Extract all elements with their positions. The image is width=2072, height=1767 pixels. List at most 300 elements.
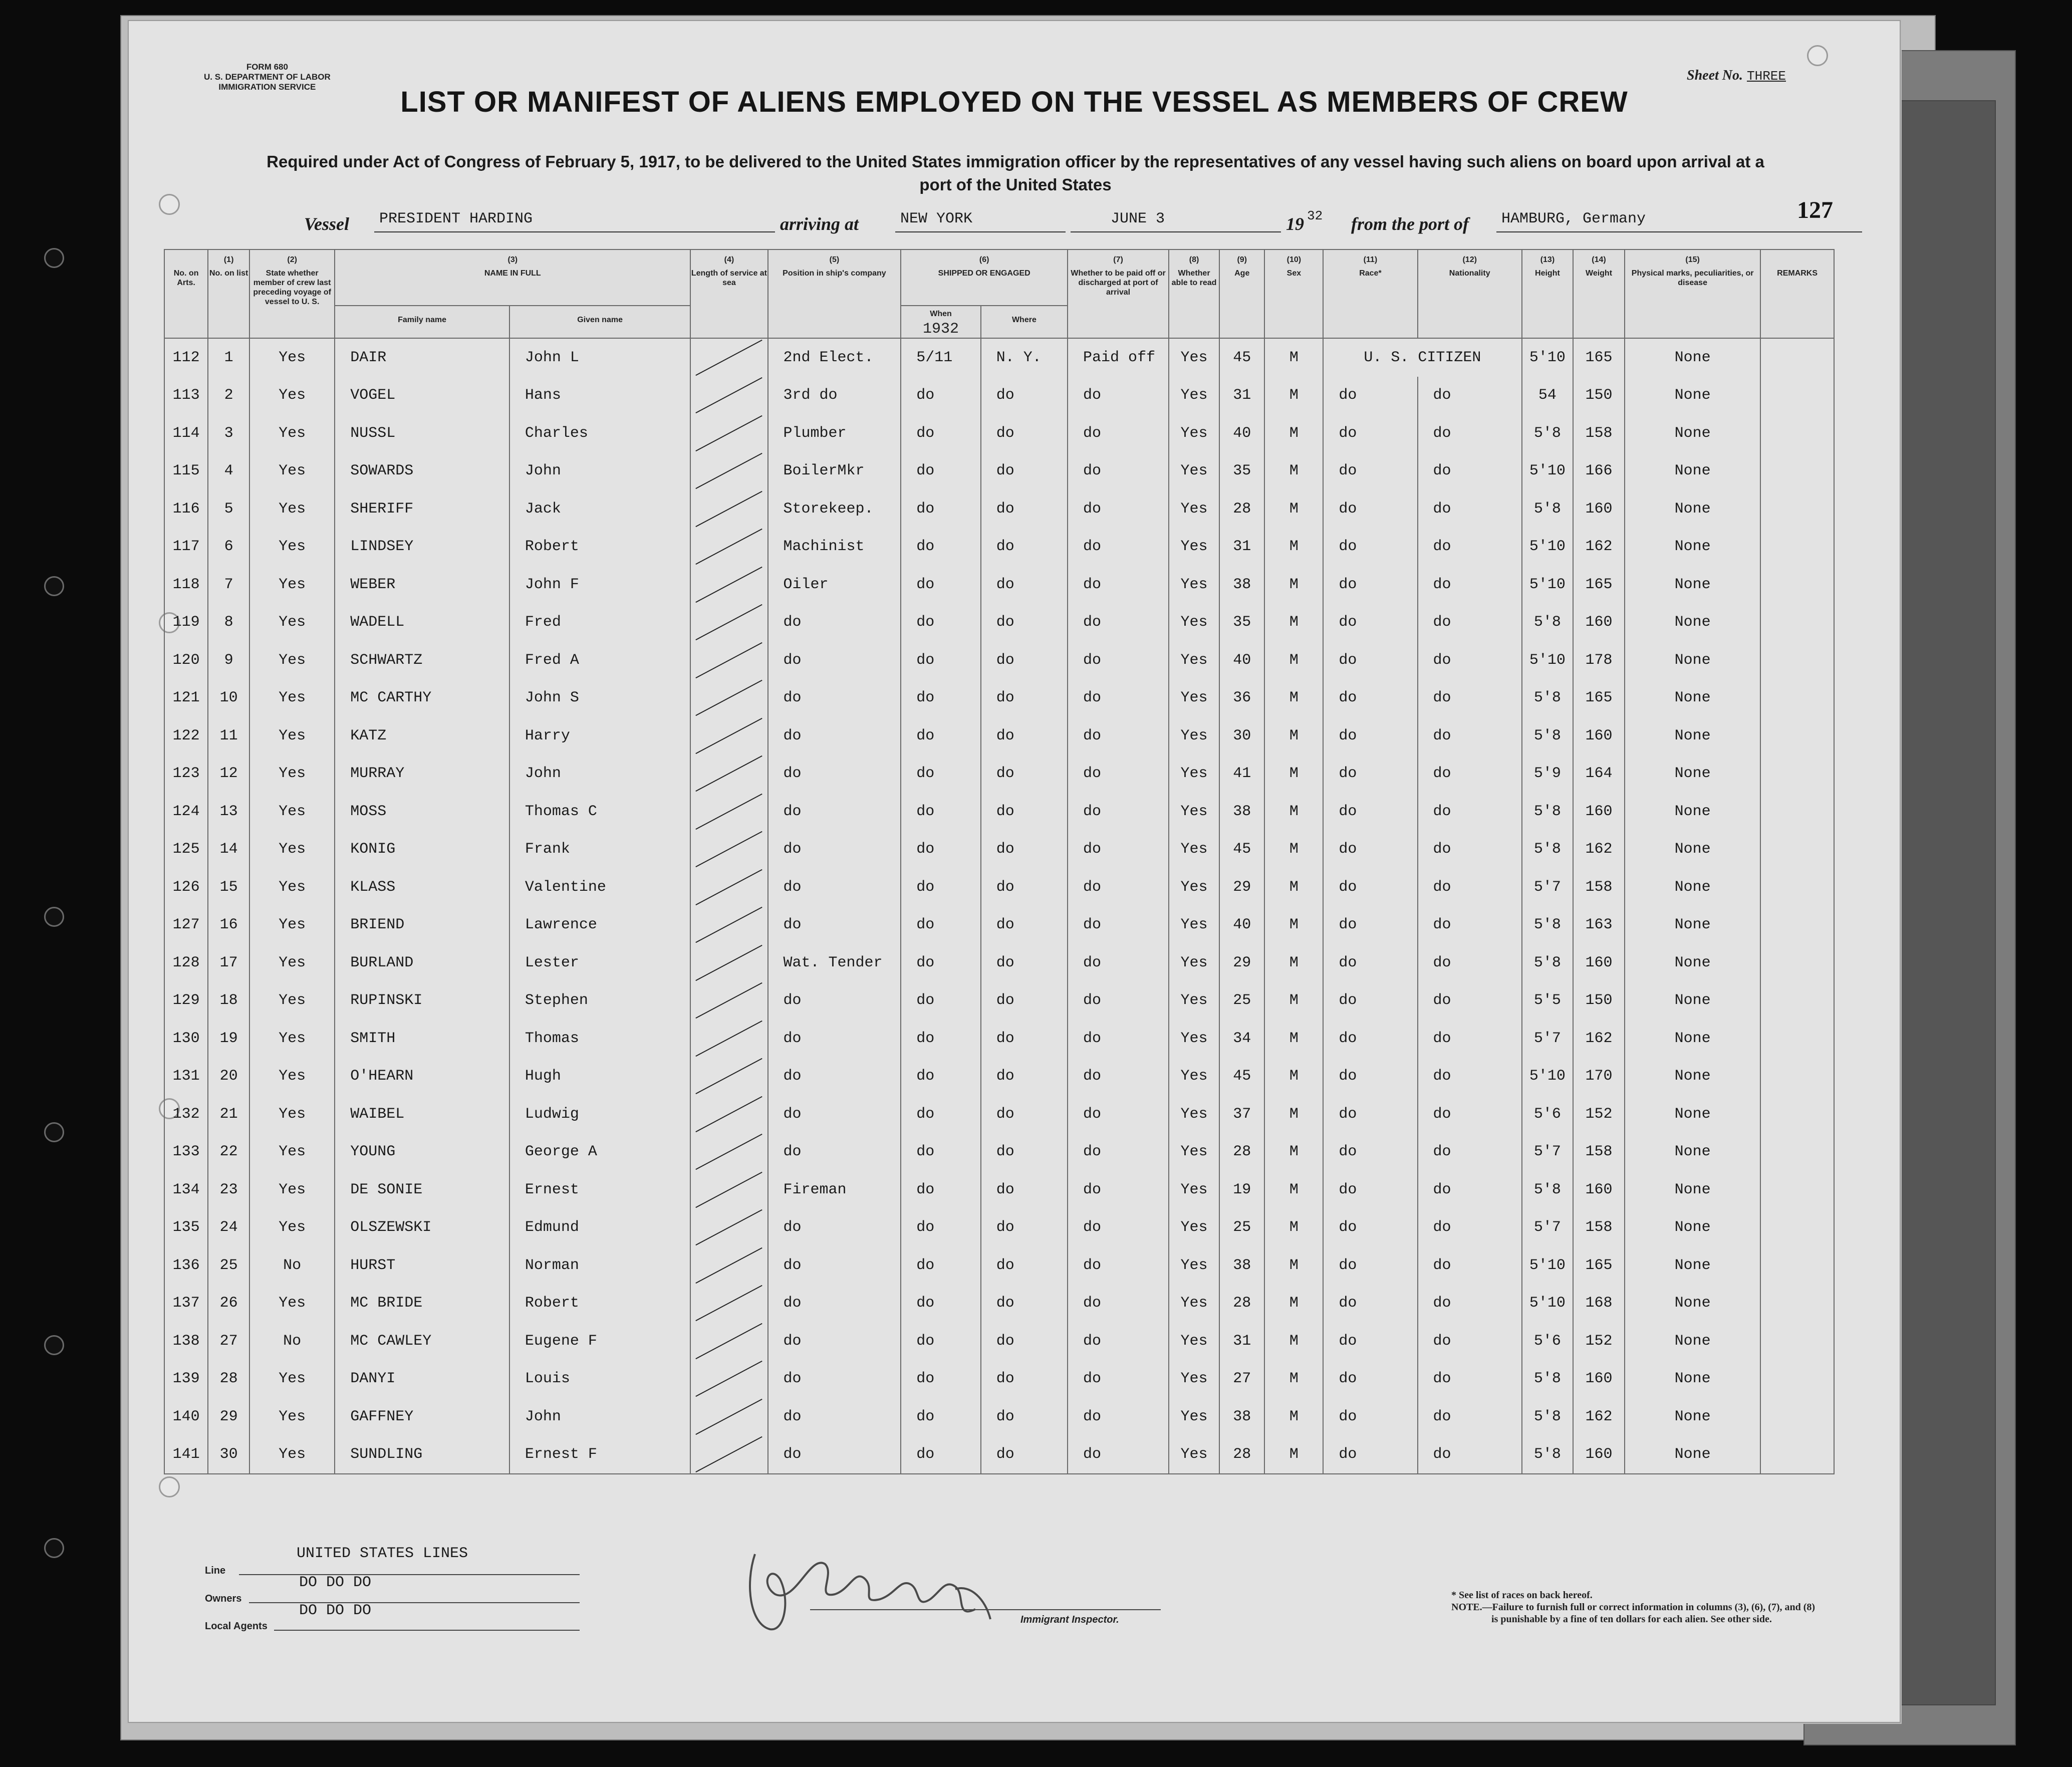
cell-family: MURRAY (335, 755, 509, 793)
cell-age: 25 (1219, 1209, 1264, 1247)
cell-where: do (981, 831, 1068, 869)
cell-race: do (1323, 1360, 1417, 1398)
cell-when: do (901, 906, 980, 944)
note-races: * See list of races on back hereof. (1451, 1590, 1593, 1601)
cell-arts: 132 (164, 1095, 208, 1133)
cell-given: Jack (509, 490, 690, 528)
cell-race: do (1323, 528, 1417, 566)
cell-read: Yes (1169, 1020, 1219, 1058)
inspector-signature (740, 1524, 1000, 1654)
cell-race: do (1323, 377, 1417, 415)
cell-given: Ernest F (509, 1436, 690, 1474)
cell-sex: M (1264, 528, 1323, 566)
cell-prev: No (249, 1322, 335, 1360)
cell-nat: do (1418, 1171, 1522, 1209)
check-stroke (696, 1058, 762, 1094)
cell-age: 25 (1219, 982, 1264, 1020)
cell-age: 38 (1219, 566, 1264, 604)
cell-family: KLASS (335, 868, 509, 906)
cell-given: Thomas C (509, 793, 690, 831)
check-stroke (696, 1134, 762, 1170)
check-stroke (696, 453, 762, 489)
length-of-service-mark (690, 831, 767, 869)
cell-weight: 165 (1573, 338, 1625, 377)
cell-height: 5'8 (1522, 1171, 1573, 1209)
owners-value: DO DO DO (299, 1574, 372, 1591)
cell-given: Ernest (509, 1171, 690, 1209)
cell-arts: 117 (164, 528, 208, 566)
cell-race: do (1323, 490, 1417, 528)
cell-race: do (1323, 868, 1417, 906)
cell-given: Ludwig (509, 1095, 690, 1133)
cell-prev: Yes (249, 1209, 335, 1247)
table-row (164, 1360, 1834, 1398)
cell-read: Yes (1169, 717, 1219, 755)
cell-height: 5'7 (1522, 1209, 1573, 1247)
col-age: (9) Age (1219, 249, 1264, 338)
table-row (164, 793, 1834, 831)
cell-weight: 160 (1573, 604, 1625, 642)
cell-no: 6 (208, 528, 249, 566)
cell-where: do (981, 490, 1068, 528)
cell-remarks (1760, 377, 1834, 415)
cell-paid: do (1068, 717, 1169, 755)
table-row (164, 490, 1834, 528)
cell-where: do (981, 982, 1068, 1020)
cell-sex: M (1264, 414, 1323, 452)
cell-nat: do (1418, 1246, 1522, 1285)
length-of-service-mark (690, 1171, 767, 1209)
col-family-name: Family name (335, 306, 509, 338)
cell-remarks (1760, 1322, 1834, 1360)
cell-race: do (1323, 1436, 1417, 1474)
cell-prev: Yes (249, 566, 335, 604)
cell-family: DAIR (335, 338, 509, 377)
cell-race: do (1323, 717, 1417, 755)
length-of-service-mark (690, 338, 767, 377)
cell-read: Yes (1169, 490, 1219, 528)
cell-age: 41 (1219, 755, 1264, 793)
cell-family: OLSZEWSKI (335, 1209, 509, 1247)
cell-paid: do (1068, 604, 1169, 642)
cell-height: 5'10 (1522, 1058, 1573, 1096)
cell-arts: 113 (164, 377, 208, 415)
cell-paid: do (1068, 490, 1169, 528)
length-of-service-mark (690, 1322, 767, 1360)
cell-prev: Yes (249, 906, 335, 944)
cell-nat: do (1418, 1020, 1522, 1058)
cell-nat: do (1418, 1285, 1522, 1323)
subtitle-line: Required under Act of Congress of February 5, 1917, to be delivered to the United States immigration officer by the representatives of any vessel having such aliens on board upon arrival at a (267, 152, 1764, 171)
cell-sex: M (1264, 755, 1323, 793)
cell-sex: M (1264, 1171, 1323, 1209)
cell-age: 38 (1219, 1246, 1264, 1285)
cell-age: 27 (1219, 1360, 1264, 1398)
cell-no: 8 (208, 604, 249, 642)
cell-remarks (1760, 641, 1834, 679)
cell-weight: 160 (1573, 1171, 1625, 1209)
cell-given: John (509, 452, 690, 490)
cell-where: do (981, 1095, 1068, 1133)
cell-read: Yes (1169, 641, 1219, 679)
cell-remarks (1760, 679, 1834, 717)
cell-family: YOUNG (335, 1133, 509, 1171)
cell-marks: None (1625, 1095, 1760, 1133)
cell-age: 28 (1219, 1285, 1264, 1323)
line-value: UNITED STATES LINES (297, 1545, 468, 1562)
cell-where: do (981, 1020, 1068, 1058)
check-stroke (696, 1172, 762, 1208)
cell-height: 5'10 (1522, 566, 1573, 604)
length-of-service-mark (690, 944, 767, 982)
length-of-service-mark (690, 641, 767, 679)
cell-race: do (1323, 1398, 1417, 1436)
cell-position: Plumber (768, 414, 901, 452)
cell-given: Edmund (509, 1209, 690, 1247)
cell-remarks (1760, 1133, 1834, 1171)
table-row (164, 1322, 1834, 1360)
length-of-service-mark (690, 414, 767, 452)
check-stroke (696, 1399, 762, 1435)
cell-family: DE SONIE (335, 1171, 509, 1209)
cell-weight: 165 (1573, 566, 1625, 604)
cell-prev: No (249, 1246, 335, 1285)
cell-arts: 129 (164, 982, 208, 1020)
cell-nat: do (1418, 566, 1522, 604)
cell-when: do (901, 414, 980, 452)
table-row (164, 414, 1834, 452)
cell-age: 29 (1219, 868, 1264, 906)
cell-arts: 127 (164, 906, 208, 944)
cell-paid: do (1068, 793, 1169, 831)
cell-family: VOGEL (335, 377, 509, 415)
cell-weight: 162 (1573, 528, 1625, 566)
cell-arts: 133 (164, 1133, 208, 1171)
cell-when: do (901, 1360, 980, 1398)
cell-height: 5'8 (1522, 831, 1573, 869)
col-able-to-read: (8) Whether able to read (1169, 249, 1219, 338)
cell-height: 5'8 (1522, 944, 1573, 982)
cell-given: John S (509, 679, 690, 717)
col-race: (11) Race* (1323, 249, 1417, 338)
length-of-service-mark (690, 1058, 767, 1096)
cell-position: do (768, 755, 901, 793)
col-position: (5) Position in ship's company (768, 249, 901, 338)
cell-read: Yes (1169, 604, 1219, 642)
cell-when: do (901, 452, 980, 490)
cell-arts: 135 (164, 1209, 208, 1247)
table-row (164, 1095, 1834, 1133)
cell-no: 3 (208, 414, 249, 452)
col-remarks: REMARKS (1760, 249, 1834, 338)
cell-remarks (1760, 1209, 1834, 1247)
table-row (164, 1171, 1834, 1209)
cell-when: do (901, 1436, 980, 1474)
cell-when: do (901, 679, 980, 717)
cell-nat: do (1418, 793, 1522, 831)
table-row (164, 944, 1834, 982)
page-title: LIST OR MANIFEST OF ALIENS EMPLOYED ON THE VESSEL AS MEMBERS OF CREW (400, 86, 1628, 118)
cell-position: do (768, 1095, 901, 1133)
cell-where: do (981, 717, 1068, 755)
cell-where: do (981, 1436, 1068, 1474)
cell-sex: M (1264, 1285, 1323, 1323)
cell-given: Robert (509, 1285, 690, 1323)
year-prefix: 19 (1286, 214, 1304, 234)
cell-arts: 141 (164, 1436, 208, 1474)
check-stroke (696, 1361, 762, 1397)
cell-paid: do (1068, 1209, 1169, 1247)
cell-sex: M (1264, 717, 1323, 755)
cell-arts: 114 (164, 414, 208, 452)
cell-where: do (981, 604, 1068, 642)
cell-sex: M (1264, 1436, 1323, 1474)
length-of-service-mark (690, 490, 767, 528)
cell-arts: 124 (164, 793, 208, 831)
cell-height: 5'7 (1522, 868, 1573, 906)
length-of-service-mark (690, 793, 767, 831)
cell-marks: None (1625, 717, 1760, 755)
cell-prev: Yes (249, 490, 335, 528)
cell-weight: 162 (1573, 1398, 1625, 1436)
cell-prev: Yes (249, 1058, 335, 1096)
cell-position: 2nd Elect. (768, 338, 901, 377)
cell-height: 5'9 (1522, 755, 1573, 793)
cell-given: John (509, 755, 690, 793)
cell-nat: do (1418, 982, 1522, 1020)
cell-age: 40 (1219, 414, 1264, 452)
check-stroke (696, 642, 762, 678)
col-arts: No. on Arts. (164, 249, 208, 338)
cell-given: John (509, 1398, 690, 1436)
cell-sex: M (1264, 868, 1323, 906)
table-row (164, 377, 1834, 415)
cell-weight: 160 (1573, 1360, 1625, 1398)
cell-no: 27 (208, 1322, 249, 1360)
cell-prev: Yes (249, 528, 335, 566)
cell-arts: 120 (164, 641, 208, 679)
cell-remarks (1760, 1095, 1834, 1133)
cell-given: Frank (509, 831, 690, 869)
cell-no: 5 (208, 490, 249, 528)
binder-hole (44, 576, 64, 596)
cell-age: 31 (1219, 1322, 1264, 1360)
cell-age: 35 (1219, 452, 1264, 490)
cell-no: 11 (208, 717, 249, 755)
cell-sex: M (1264, 490, 1323, 528)
cell-read: Yes (1169, 679, 1219, 717)
underline (895, 231, 1066, 232)
cell-age: 35 (1219, 604, 1264, 642)
cell-sex: M (1264, 452, 1323, 490)
sheet-number (1687, 68, 1786, 84)
cell-remarks (1760, 1398, 1834, 1436)
cell-when: do (901, 1285, 980, 1323)
cell-no: 14 (208, 831, 249, 869)
cell-position: Machinist (768, 528, 901, 566)
cell-remarks (1760, 1360, 1834, 1398)
cell-nat: do (1418, 717, 1522, 755)
agents-label: Local Agents (205, 1621, 268, 1632)
cell-when: do (901, 1171, 980, 1209)
cell-marks: None (1625, 1360, 1760, 1398)
cell-age: 45 (1219, 338, 1264, 377)
cell-given: Lawrence (509, 906, 690, 944)
cell-family: MC BRIDE (335, 1285, 509, 1323)
cell-when: do (901, 604, 980, 642)
cell-race: do (1323, 452, 1417, 490)
cell-no: 22 (208, 1133, 249, 1171)
cell-remarks (1760, 755, 1834, 793)
cell-position: do (768, 982, 901, 1020)
cell-weight: 163 (1573, 906, 1625, 944)
cell-family: MOSS (335, 793, 509, 831)
cell-no: 18 (208, 982, 249, 1020)
cell-read: Yes (1169, 906, 1219, 944)
cell-race: do (1323, 1095, 1417, 1133)
length-of-service-mark (690, 377, 767, 415)
cell-marks: None (1625, 679, 1760, 717)
table-row (164, 1133, 1834, 1171)
col-paid-off: (7) Whether to be paid off or discharged at port of arrival (1068, 249, 1169, 338)
line-underline (239, 1574, 580, 1575)
cell-height: 5'8 (1522, 604, 1573, 642)
cell-weight: 160 (1573, 1436, 1625, 1474)
cell-when: do (901, 1020, 980, 1058)
cell-position: do (768, 1058, 901, 1096)
cell-prev: Yes (249, 1360, 335, 1398)
col-nationality: (12) Nationality (1418, 249, 1522, 338)
cell-marks: None (1625, 1322, 1760, 1360)
vessel-label: Vessel (304, 214, 349, 234)
cell-prev: Yes (249, 604, 335, 642)
cell-marks: None (1625, 982, 1760, 1020)
cell-read: Yes (1169, 1058, 1219, 1096)
cell-height: 5'7 (1522, 1020, 1573, 1058)
cell-nat: do (1418, 490, 1522, 528)
underline (1071, 231, 1281, 232)
cell-no: 29 (208, 1398, 249, 1436)
cell-paid: do (1068, 641, 1169, 679)
cell-sex: M (1264, 338, 1323, 377)
cell-when: do (901, 868, 980, 906)
cell-nat: do (1418, 906, 1522, 944)
cell-marks: None (1625, 944, 1760, 982)
cell-nat: do (1418, 641, 1522, 679)
cell-marks: None (1625, 604, 1760, 642)
cell-family: WAIBEL (335, 1095, 509, 1133)
table-row (164, 717, 1834, 755)
cell-read: Yes (1169, 868, 1219, 906)
cell-read: Yes (1169, 831, 1219, 869)
cell-position: do (768, 1246, 901, 1285)
cell-age: 31 (1219, 528, 1264, 566)
cell-given: Harry (509, 717, 690, 755)
col-length-of-service: (4) Length of service at sea (690, 249, 767, 338)
cell-prev: Yes (249, 868, 335, 906)
check-stroke (696, 680, 762, 716)
cell-paid: do (1068, 755, 1169, 793)
length-of-service-mark (690, 755, 767, 793)
cell-weight: 160 (1573, 717, 1625, 755)
cell-family: MC CARTHY (335, 679, 509, 717)
check-stroke (696, 794, 762, 830)
cell-position: Fireman (768, 1171, 901, 1209)
cell-where: do (981, 1133, 1068, 1171)
length-of-service-mark (690, 717, 767, 755)
cell-nat: do (1418, 755, 1522, 793)
cell-prev: Yes (249, 1436, 335, 1474)
cell-age: 37 (1219, 1095, 1264, 1133)
length-of-service-mark (690, 604, 767, 642)
cell-nat: do (1418, 604, 1522, 642)
cell-no: 25 (208, 1246, 249, 1285)
cell-sex: M (1264, 1246, 1323, 1285)
col-no-on-list: (1) No. on list (208, 249, 249, 338)
table-row (164, 1436, 1834, 1474)
subtitle (169, 150, 1862, 196)
cell-weight: 152 (1573, 1095, 1625, 1133)
cell-read: Yes (1169, 793, 1219, 831)
cell-no: 23 (208, 1171, 249, 1209)
cell-paid: do (1068, 1360, 1169, 1398)
cell-where: do (981, 755, 1068, 793)
cell-remarks (1760, 604, 1834, 642)
cell-prev: Yes (249, 1171, 335, 1209)
cell-height: 5'10 (1522, 1246, 1573, 1285)
cell-nat: do (1418, 831, 1522, 869)
cell-when: do (901, 641, 980, 679)
cell-prev: Yes (249, 338, 335, 377)
cell-read: Yes (1169, 755, 1219, 793)
cell-given: Stephen (509, 982, 690, 1020)
cell-sex: M (1264, 1360, 1323, 1398)
cell-given: Norman (509, 1246, 690, 1285)
cell-marks: None (1625, 452, 1760, 490)
cell-arts: 140 (164, 1398, 208, 1436)
cell-paid: do (1068, 1246, 1169, 1285)
table-row (164, 452, 1834, 490)
cell-race: do (1323, 755, 1417, 793)
cell-race: do (1323, 566, 1417, 604)
binder-hole (44, 1538, 64, 1558)
cell-nat: do (1418, 679, 1522, 717)
cell-remarks (1760, 414, 1834, 452)
cell-paid: do (1068, 831, 1169, 869)
cell-family: SMITH (335, 1020, 509, 1058)
cell-family: WADELL (335, 604, 509, 642)
crew-rows (164, 338, 1834, 1474)
cell-prev: Yes (249, 1020, 335, 1058)
col-physical-marks: (15) Physical marks, peculiarities, or disease (1625, 249, 1760, 338)
binder-hole (44, 248, 64, 268)
cell-remarks (1760, 831, 1834, 869)
cell-when: do (901, 490, 980, 528)
col-height: (13) Height (1522, 249, 1573, 338)
cell-weight: 170 (1573, 1058, 1625, 1096)
cell-when: do (901, 793, 980, 831)
cell-height: 5'8 (1522, 793, 1573, 831)
cell-when: do (901, 755, 980, 793)
check-stroke (696, 907, 762, 943)
cell-weight: 165 (1573, 679, 1625, 717)
cell-paid: do (1068, 1285, 1169, 1323)
cell-read: Yes (1169, 1133, 1219, 1171)
arriving-port: NEW YORK (900, 210, 973, 227)
cell-when: do (901, 528, 980, 566)
cell-age: 40 (1219, 906, 1264, 944)
cell-when: 5/11 (901, 338, 980, 377)
